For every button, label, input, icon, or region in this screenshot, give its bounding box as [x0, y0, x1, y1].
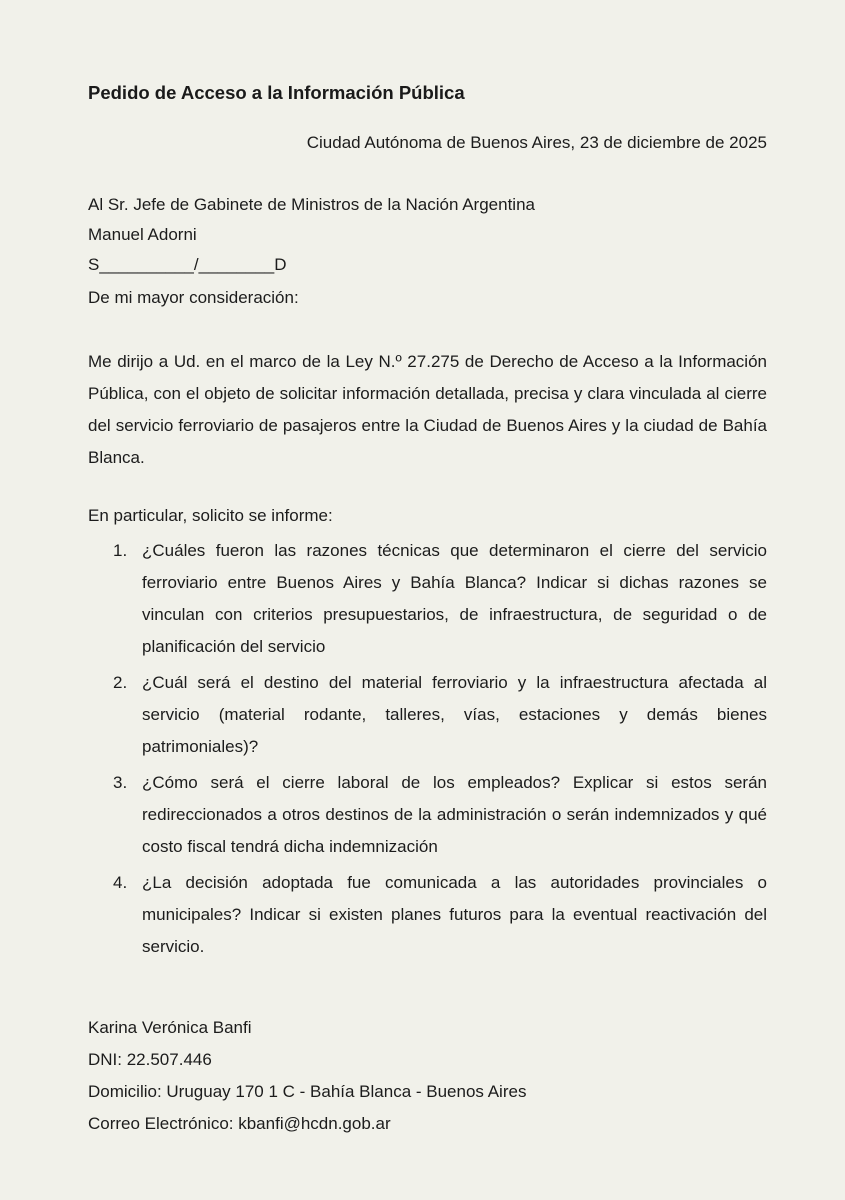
signer-email: Correo Electrónico: kbanfi@hcdn.gob.ar — [88, 1114, 391, 1133]
dateline: Ciudad Autónoma de Buenos Aires, 23 de diciembre de 2025 — [306, 133, 767, 152]
request-text: ¿La decisión adoptada fue comunicada a las autoridades provinciales o municipales? Indicar si existen planes futuros para la eventual reactivación del servicio. — [142, 873, 767, 956]
signer-dni: DNI: 22.507.446 — [88, 1050, 212, 1069]
request-item — [0, 767, 767, 863]
request-text: ¿Cómo será el cierre laboral de los empleados? Explicar si estos serán redireccionados a otros destinos de la administración o serán indemnizados y qué costo fiscal tendrá dicha indemnización — [142, 773, 767, 856]
body-paragraph: Me dirijo a Ud. en el marco de la Ley N.º 27.275 de Derecho de Acceso a la Información Pública, con el objeto de solicitar información detallada, precisa y clara vinculada al cierre del servicio ferroviario de pasajeros entre la Ciudad de Buenos Aires y la ciudad de Bahía Blanca. — [88, 352, 767, 467]
request-text: ¿Cuáles fueron las razones técnicas que determinaron el cierre del servicio ferroviario entre Buenos Aires y Bahía Blanca? Indicar si dichas razones se vinculan con criterios presupuestarios, de infraestructura, de seguridad o de planificación del servicio — [142, 541, 767, 656]
request-item — [0, 867, 767, 963]
request-item — [0, 667, 767, 763]
signer-address: Domicilio: Uruguay 170 1 C - Bahía Blanca - Buenos Aires — [88, 1082, 527, 1101]
request-number: 4. — [113, 873, 128, 892]
recipient-block — [88, 190, 535, 280]
request-number: 3. — [113, 773, 128, 792]
request-text: ¿Cuál será el destino del material ferroviario y la infraestructura afectada al servicio (material rodante, talleres, vías, estaciones y demás bienes patrimoniales)? — [142, 673, 767, 756]
request-number: 2. — [113, 673, 128, 692]
list-intro: En particular, solicito se informe: — [88, 506, 333, 525]
signer-name: Karina Verónica Banfi — [88, 1018, 252, 1037]
request-list — [0, 535, 845, 967]
recipient-name: Manuel Adorni — [88, 225, 197, 244]
request-number: 1. — [113, 541, 128, 560]
request-item — [0, 535, 767, 663]
salutation: De mi mayor consideración: — [88, 288, 299, 307]
signature-block — [88, 1012, 526, 1140]
document-title: Pedido de Acceso a la Información Pública — [88, 82, 465, 103]
recipient-position: Al Sr. Jefe de Gabinete de Ministros de la Nación Argentina — [88, 195, 535, 214]
recipient-sd-line: S__________/________D — [88, 255, 287, 274]
